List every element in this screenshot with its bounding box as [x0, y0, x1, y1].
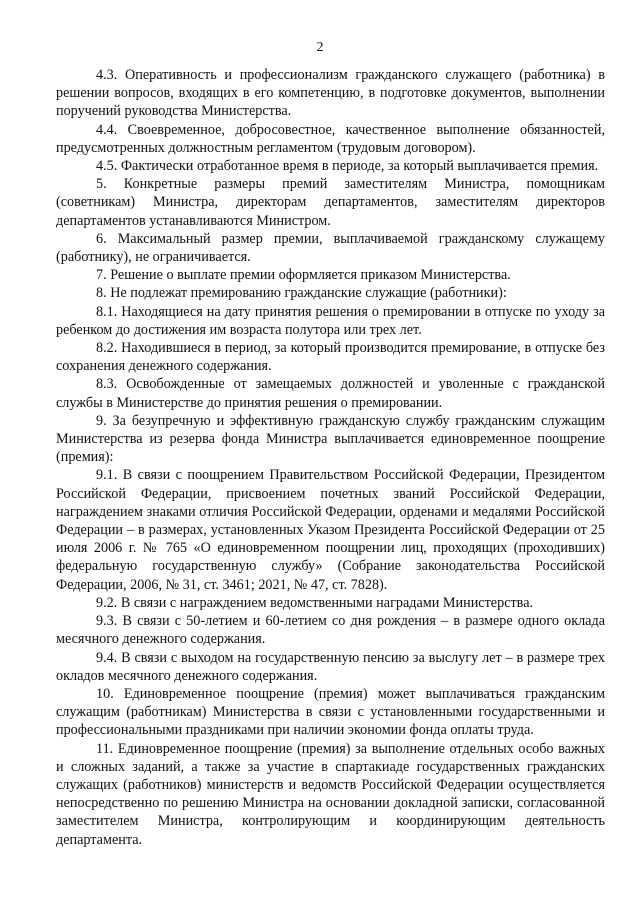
paragraph-5: 5. Конкретные размеры премий заместителям Министра, помощникам (советникам) Министра, директорам департаментов, заместителям директоров департаментов устанавливаются Министром. [56, 176, 605, 229]
paragraph-11: 11. Единовременное поощрение (премия) за выполнение отдельных особо важных и сложных заданий, а также за участие в спартакиаде государственных гражданских служащих (работников) министерств и ведомств Российской Федерации осуществляется непосредственно по решению Министра на основании докладной записки, согласованной заместителем Министра, контролирующим и координирующим деятельность департамента. [56, 740, 605, 848]
paragraph-8: 8. Не подлежат премированию гражданские служащие (работники): [96, 285, 507, 302]
paragraph-9-1: 9.1. В связи с поощрением Правительством Российской Федерации, Президентом Российской Федерации, присвоением почетных званий Российской Федерации, награждением знаками отличия Российской Федерации, орденами и медалями Российской Федерации – в размерах, установленных Указом Президента Российской Федерации от 25 июля 2006 г. № 765 «О единовременном поощрении лиц, проходящих (проходивших) федеральную государственную службу» (Собрание законодательства Российской Федерации, 2006, № 31, ст. 3461; 2021, № 47, ст. 7828). [56, 467, 605, 593]
document-body [56, 66, 605, 849]
paragraph-8-1: 8.1. Находящиеся на дату принятия решения о премировании в отпуске по уходу за ребенком до достижения им возраста полутора или трех лет. [56, 303, 605, 338]
paragraph-6: 6. Максимальный размер премии, выплачиваемой гражданскому служащему (работнику), не ограничивается. [56, 230, 605, 266]
paragraph-8-2: 8.2. Находившиеся в период, за который производится премирование, в отпуске без сохранения денежного содержания. [56, 340, 605, 375]
paragraph-4-4: 4.4. Своевременное, добросовестное, качественное выполнение обязанностей, предусмотренных должностным регламентом (трудовым договором). [56, 121, 605, 156]
paragraph-9-3: 9.3. В связи с 50-летием и 60-летием со дня рождения – в размере одного оклада месячного денежного содержания. [56, 613, 605, 648]
scan-edge [636, 0, 640, 905]
page-number: 2 [316, 40, 324, 55]
paragraph-4-5: 4.5. Фактически отработанное время в периоде, за который выплачивается премия. [96, 158, 599, 175]
paragraph-9-2: 9.2. В связи с награждением ведомственными наградами Министерства. [96, 594, 534, 611]
paragraph-9: 9. За безупречную и эффективную гражданскую службу гражданским служащим Министерства из резерва фонда Министра выплачивается единовременное поощрение (премия): [56, 412, 605, 466]
paragraph-7: 7. Решение о выплате премии оформляется приказом Министерства. [96, 267, 511, 284]
paragraph-8-3: 8.3. Освобожденные от замещаемых должностей и уволенные с гражданской службы в Министерстве до принятия решения о премировании. [56, 376, 605, 411]
paragraph-4-3: 4.3. Оперативность и профессионализм гражданского служащего (работника) в решении вопросов, входящих в его компетенцию, в подготовке документов, выполнении поручений руководства Министерства. [56, 67, 605, 120]
paragraph-9-4: 9.4. В связи с выходом на государственную пенсию за выслугу лет – в размере трех окладов месячного денежного содержания. [56, 649, 605, 684]
paragraph-10: 10. Единовременное поощрение (премия) может выплачиваться гражданским служащим (работникам) Министерства в связи с установленными государственными и профессиональными праздниками при наличии экономии фонда оплаты труда. [56, 685, 605, 739]
